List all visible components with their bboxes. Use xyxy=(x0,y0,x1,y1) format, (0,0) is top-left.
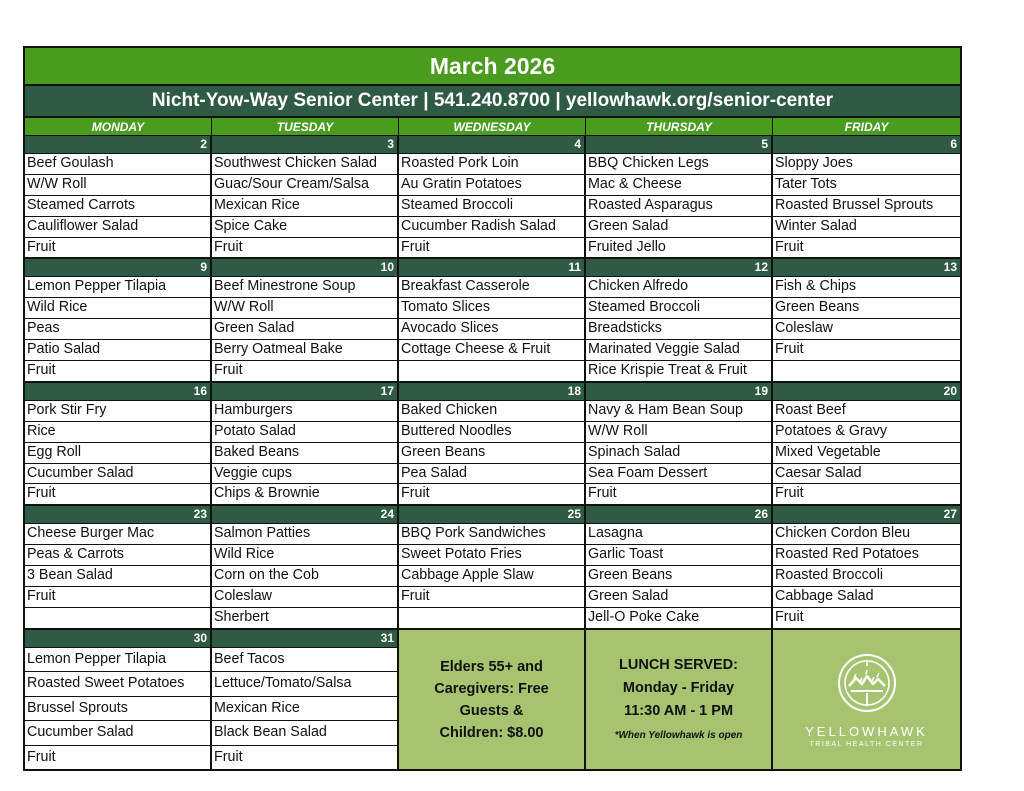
menu-item: W/W Roll xyxy=(25,175,210,196)
menu-item: Salmon Patties xyxy=(212,524,397,545)
menu-items xyxy=(399,524,584,627)
menu-item xyxy=(25,608,210,628)
day-number: 10 xyxy=(212,259,397,277)
menu-items xyxy=(586,277,771,380)
day-number: 16 xyxy=(25,383,210,401)
menu-item: Rice xyxy=(25,422,210,443)
menu-item: Mexican Rice xyxy=(212,697,397,722)
calendar-weeks xyxy=(25,136,960,769)
menu-item: Cucumber Salad xyxy=(25,464,210,485)
menu-item: Steamed Broccoli xyxy=(399,196,584,217)
menu-item: Green Salad xyxy=(586,217,771,238)
menu-item: Peas & Carrots xyxy=(25,545,210,566)
menu-item: W/W Roll xyxy=(212,298,397,319)
menu-item: Lasagna xyxy=(586,524,771,545)
menu-item: Wild Rice xyxy=(25,298,210,319)
menu-item: 3 Bean Salad xyxy=(25,566,210,587)
menu-item: Green Salad xyxy=(212,319,397,340)
day-number: 25 xyxy=(399,506,584,524)
pricing-line-1: Elders 55+ and xyxy=(440,658,543,675)
menu-item: Fruit xyxy=(401,485,430,502)
menu-item: Mac & Cheese xyxy=(586,175,771,196)
menu-item: Pork Stir Fry xyxy=(25,401,210,422)
pricing-info xyxy=(399,630,586,770)
weekday-tuesday: TUESDAY xyxy=(212,118,399,135)
weekday-monday: MONDAY xyxy=(25,118,212,135)
week-row xyxy=(25,506,960,629)
menu-item: Caesar Salad xyxy=(773,464,960,485)
menu-item: Fruit xyxy=(214,362,243,379)
menu-item: Fish & Chips xyxy=(773,277,960,298)
menu-item: Roasted Pork Loin xyxy=(399,154,584,175)
menu-items xyxy=(212,524,397,627)
day-number: 31 xyxy=(212,630,397,648)
day-number: 24 xyxy=(212,506,397,524)
day-cell xyxy=(25,259,212,380)
menu-item: Fruit xyxy=(25,587,210,608)
lunch-note: *When Yellowhawk is open xyxy=(614,730,743,742)
menu-item: Fruit xyxy=(775,485,804,502)
day-number: 18 xyxy=(399,383,584,401)
lunch-line-1: LUNCH SERVED: xyxy=(619,657,738,674)
menu-item: Jell-O Poke Cake xyxy=(588,608,700,625)
menu-item: Veggie cups xyxy=(212,464,397,485)
day-cell xyxy=(399,383,586,504)
menu-item: Fruit xyxy=(775,238,804,255)
day-cell xyxy=(212,136,399,257)
menu-item: Cucumber Salad xyxy=(25,721,210,746)
menu-item: Egg Roll xyxy=(25,443,210,464)
yellowhawk-logo-icon xyxy=(836,652,898,714)
menu-item: Guac/Sour Cream/Salsa xyxy=(212,175,397,196)
day-number: 26 xyxy=(586,506,771,524)
menu-item: Roasted Asparagus xyxy=(586,196,771,217)
menu-item: Spinach Salad xyxy=(586,443,771,464)
menu-item: Roasted Red Potatoes xyxy=(773,545,960,566)
day-number: 27 xyxy=(773,506,960,524)
menu-item xyxy=(399,361,584,381)
day-cell xyxy=(212,506,399,627)
menu-items xyxy=(212,277,397,380)
menu-item: Cabbage Apple Slaw xyxy=(399,566,584,587)
menu-item: Steamed Broccoli xyxy=(586,298,771,319)
menu-items xyxy=(773,524,960,627)
menu-item: Coleslaw xyxy=(773,319,960,340)
week-row xyxy=(25,630,960,770)
weekday-header xyxy=(25,118,960,136)
menu-item: Corn on the Cob xyxy=(212,566,397,587)
menu-item: Hamburgers xyxy=(212,401,397,422)
day-cell xyxy=(773,259,960,380)
menu-items xyxy=(399,154,584,257)
menu-item: Breakfast Casserole xyxy=(399,277,584,298)
menu-item: Steamed Carrots xyxy=(25,196,210,217)
menu-calendar xyxy=(23,46,962,771)
menu-item: Green Beans xyxy=(399,443,584,464)
menu-item: W/W Roll xyxy=(586,422,771,443)
calendar-title: March 2026 xyxy=(25,48,960,86)
menu-item: BBQ Pork Sandwiches xyxy=(399,524,584,545)
menu-items xyxy=(25,277,210,380)
day-number: 11 xyxy=(399,259,584,277)
day-cell xyxy=(773,506,960,627)
menu-item: Cauliflower Salad xyxy=(25,217,210,238)
menu-item: Beef Tacos xyxy=(212,648,397,673)
menu-item: Patio Salad xyxy=(25,340,210,361)
menu-item: Garlic Toast xyxy=(586,545,771,566)
menu-item: Au Gratin Potatoes xyxy=(399,175,584,196)
menu-items xyxy=(25,524,210,627)
day-cell xyxy=(25,506,212,627)
menu-item: Fruited Jello xyxy=(588,238,666,255)
menu-items xyxy=(25,154,210,257)
menu-items xyxy=(399,277,584,380)
menu-item: Fruit xyxy=(399,587,584,608)
day-number: 12 xyxy=(586,259,771,277)
day-cell xyxy=(399,259,586,380)
menu-item: Green Salad xyxy=(586,587,771,608)
menu-items xyxy=(773,401,960,504)
menu-item xyxy=(773,361,960,381)
menu-item: Marinated Veggie Salad xyxy=(586,340,771,361)
menu-items xyxy=(25,401,210,504)
day-cell xyxy=(586,506,773,627)
day-cell xyxy=(586,259,773,380)
menu-item: Sloppy Joes xyxy=(773,154,960,175)
menu-item: Berry Oatmeal Bake xyxy=(212,340,397,361)
weekday-wednesday: WEDNESDAY xyxy=(399,118,586,135)
menu-item: Fruit xyxy=(27,748,56,765)
menu-item: Fruit xyxy=(27,362,56,379)
day-cell xyxy=(25,383,212,504)
menu-items xyxy=(586,524,771,627)
menu-item: Sea Foam Dessert xyxy=(586,464,771,485)
logo-cell xyxy=(773,630,960,770)
menu-item: Fruit xyxy=(588,485,617,502)
menu-item: Lemon Pepper Tilapia xyxy=(25,648,210,673)
menu-items xyxy=(212,648,397,770)
menu-items xyxy=(773,154,960,257)
menu-item: Tater Tots xyxy=(773,175,960,196)
menu-items xyxy=(773,277,960,380)
lunch-line-2: Monday - Friday xyxy=(622,680,735,697)
menu-item: Cucumber Radish Salad xyxy=(399,217,584,238)
day-cell xyxy=(586,136,773,257)
day-number: 23 xyxy=(25,506,210,524)
day-cell xyxy=(399,506,586,627)
menu-item: Green Beans xyxy=(586,566,771,587)
menu-item: Tomato Slices xyxy=(399,298,584,319)
menu-item: Coleslaw xyxy=(212,587,397,608)
menu-item: Roasted Brussel Sprouts xyxy=(773,196,960,217)
menu-item: Cottage Cheese & Fruit xyxy=(399,340,584,361)
menu-item: Southwest Chicken Salad xyxy=(212,154,397,175)
day-number: 13 xyxy=(773,259,960,277)
menu-item: Green Beans xyxy=(773,298,960,319)
week-row xyxy=(25,136,960,259)
day-cell xyxy=(212,383,399,504)
menu-item: Fruit xyxy=(214,238,243,255)
menu-item: Winter Salad xyxy=(773,217,960,238)
menu-item: Wild Rice xyxy=(212,545,397,566)
day-number: 4 xyxy=(399,136,584,154)
menu-item: Peas xyxy=(25,319,210,340)
calendar-subtitle: Nicht-Yow-Way Senior Center | 541.240.8700 | yellowhawk.org/senior-center xyxy=(25,86,960,118)
day-cell xyxy=(212,630,399,770)
day-cell xyxy=(773,383,960,504)
menu-item: Baked Beans xyxy=(212,443,397,464)
weekday-thursday: THURSDAY xyxy=(586,118,773,135)
day-number: 3 xyxy=(212,136,397,154)
menu-item: Roasted Broccoli xyxy=(773,566,960,587)
menu-item: Navy & Ham Bean Soup xyxy=(586,401,771,422)
menu-item: Mixed Vegetable xyxy=(773,443,960,464)
day-number: 17 xyxy=(212,383,397,401)
menu-items xyxy=(399,401,584,504)
menu-item: Fruit xyxy=(775,608,804,625)
week-row xyxy=(25,259,960,382)
weekday-friday: FRIDAY xyxy=(773,118,960,135)
logo-subtitle: TRIBAL HEALTH CENTER xyxy=(809,740,924,748)
menu-item: Roasted Sweet Potatoes xyxy=(25,672,210,697)
menu-items xyxy=(586,401,771,504)
menu-item: Pea Salad xyxy=(399,464,584,485)
pricing-line-2: Caregivers: Free xyxy=(434,680,549,697)
menu-item: Chicken Alfredo xyxy=(586,277,771,298)
menu-item: Sweet Potato Fries xyxy=(399,545,584,566)
day-number: 19 xyxy=(586,383,771,401)
day-cell xyxy=(399,136,586,257)
day-number: 2 xyxy=(25,136,210,154)
menu-item: Beef Goulash xyxy=(25,154,210,175)
menu-item: Fruit xyxy=(27,238,56,255)
logo-name: YELLOWHAWK xyxy=(805,723,928,739)
pricing-line-3: Guests & xyxy=(459,702,524,719)
menu-item: Fruit xyxy=(27,485,56,502)
lunch-line-3: 11:30 AM - 1 PM xyxy=(623,703,734,720)
lunch-info xyxy=(586,630,773,770)
menu-item: Brussel Sprouts xyxy=(25,697,210,722)
menu-item: Cheese Burger Mac xyxy=(25,524,210,545)
menu-item: Roast Beef xyxy=(773,401,960,422)
menu-items xyxy=(586,154,771,257)
menu-item: Sherbert xyxy=(214,608,269,625)
menu-items xyxy=(25,648,210,770)
day-cell xyxy=(212,259,399,380)
menu-item xyxy=(399,608,584,628)
menu-item: Rice Krispie Treat & Fruit xyxy=(588,362,747,379)
day-cell xyxy=(586,383,773,504)
menu-item: Baked Chicken xyxy=(399,401,584,422)
day-number: 9 xyxy=(25,259,210,277)
menu-item: Mexican Rice xyxy=(212,196,397,217)
menu-item: Breadsticks xyxy=(586,319,771,340)
menu-item: Potato Salad xyxy=(212,422,397,443)
day-cell xyxy=(773,136,960,257)
week-row xyxy=(25,383,960,506)
day-number: 5 xyxy=(586,136,771,154)
menu-item: Avocado Slices xyxy=(399,319,584,340)
menu-item: Lettuce/Tomato/Salsa xyxy=(212,672,397,697)
day-cell xyxy=(25,136,212,257)
menu-item: Buttered Noodles xyxy=(399,422,584,443)
menu-item: Spice Cake xyxy=(212,217,397,238)
menu-item: Fruit xyxy=(773,340,960,361)
menu-item: Chicken Cordon Bleu xyxy=(773,524,960,545)
day-number: 6 xyxy=(773,136,960,154)
menu-item: Chips & Brownie xyxy=(214,485,320,502)
menu-items xyxy=(212,154,397,257)
pricing-line-4: Children: $8.00 xyxy=(439,724,544,741)
menu-item: BBQ Chicken Legs xyxy=(586,154,771,175)
menu-item: Potatoes & Gravy xyxy=(773,422,960,443)
day-cell xyxy=(25,630,212,770)
menu-item: Cabbage Salad xyxy=(773,587,960,608)
menu-item: Black Bean Salad xyxy=(212,721,397,746)
day-number: 20 xyxy=(773,383,960,401)
menu-item: Beef Minestrone Soup xyxy=(212,277,397,298)
menu-item: Lemon Pepper Tilapia xyxy=(25,277,210,298)
day-number: 30 xyxy=(25,630,210,648)
menu-items xyxy=(212,401,397,504)
menu-item: Fruit xyxy=(401,238,430,255)
menu-item: Fruit xyxy=(214,748,243,765)
